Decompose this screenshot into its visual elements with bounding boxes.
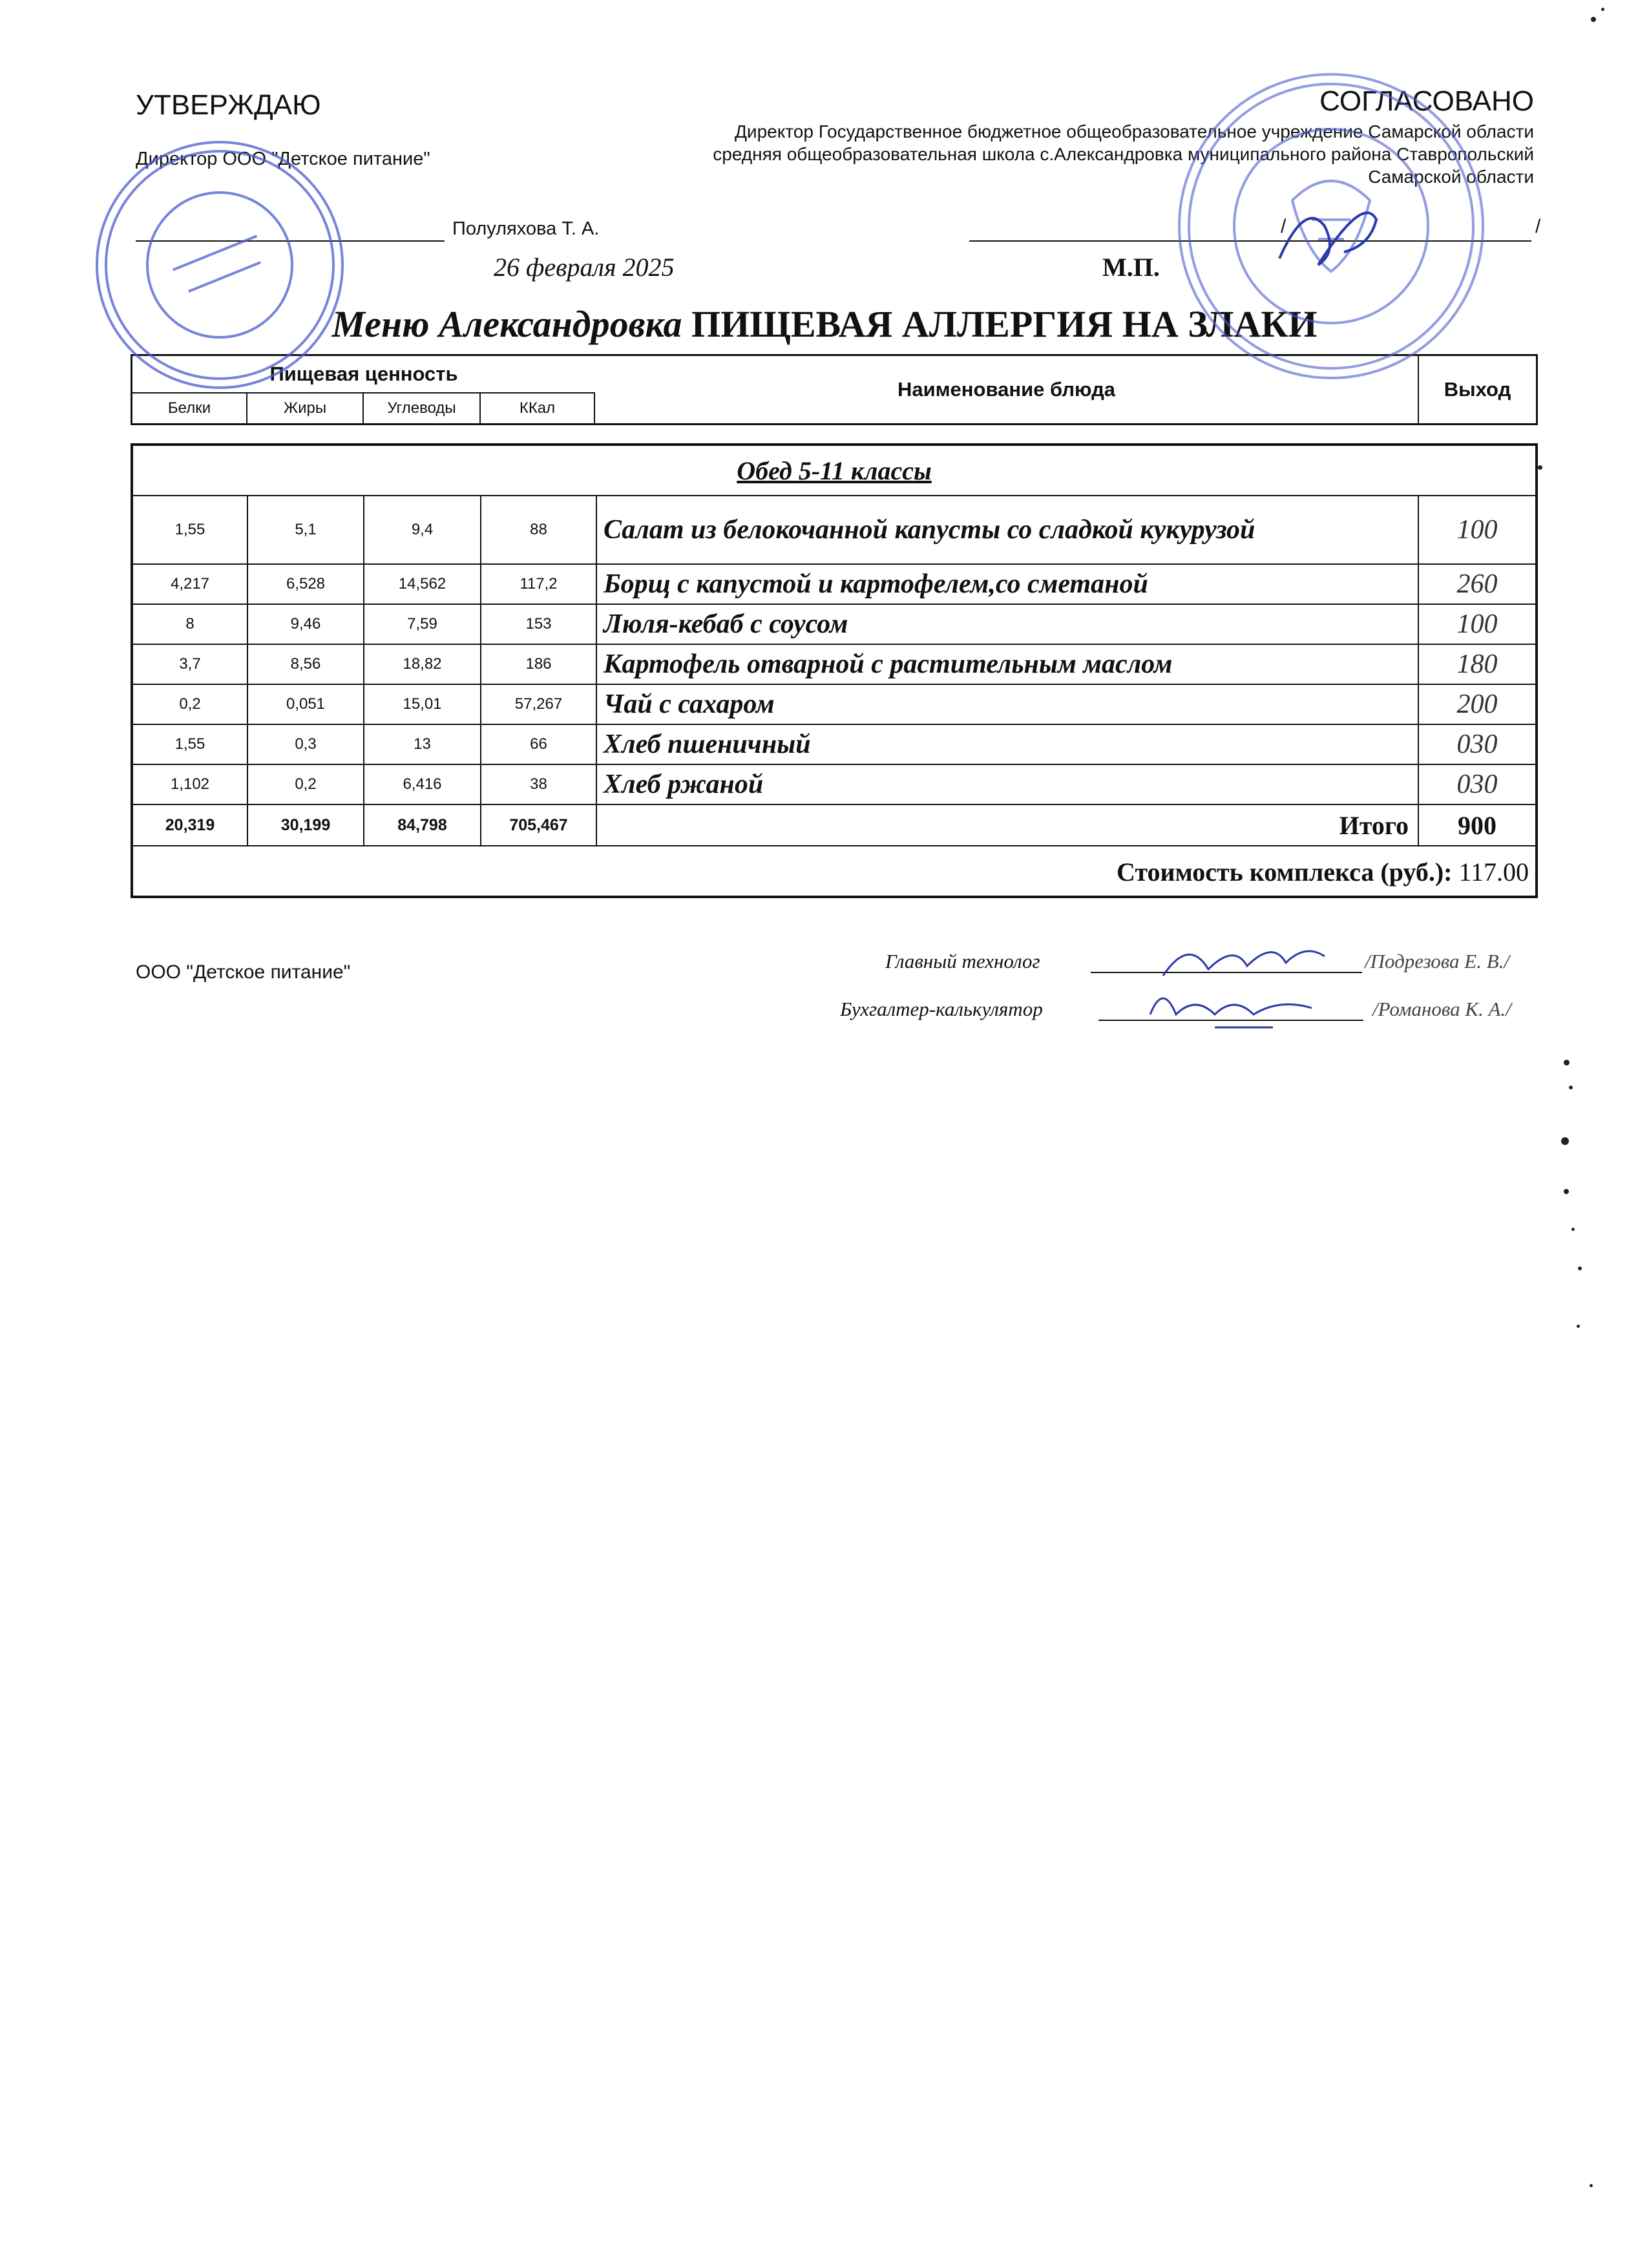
approve-role: Директор ООО "Детское питание" bbox=[136, 149, 430, 169]
protein-cell: 4,217 bbox=[133, 565, 248, 604]
cost-row bbox=[133, 848, 1535, 896]
agree-signature-line bbox=[969, 240, 1531, 242]
carbs-cell: 9,4 bbox=[364, 496, 481, 563]
accountant-signature-line bbox=[1098, 1020, 1363, 1021]
technologist-signature-line bbox=[1091, 972, 1362, 973]
technologist-role: Главный технолог bbox=[885, 950, 1040, 972]
fat-cell: 0,2 bbox=[248, 765, 364, 804]
carbs-cell: 15,01 bbox=[364, 685, 481, 724]
table-row bbox=[133, 605, 1535, 645]
agree-slash-left: / bbox=[1281, 216, 1287, 237]
kcal-cell: 117,2 bbox=[481, 565, 597, 604]
technologist-signature-icon bbox=[1150, 930, 1344, 989]
kcal-cell: 186 bbox=[481, 645, 597, 684]
approve-date: 26 февраля 2025 bbox=[494, 253, 675, 282]
fat-cell: 9,46 bbox=[248, 605, 364, 644]
accountant-signature-icon bbox=[1137, 976, 1331, 1040]
carbs-cell: 7,59 bbox=[364, 605, 481, 644]
menu-table bbox=[131, 443, 1538, 898]
carbs-cell: 6,416 bbox=[364, 765, 481, 804]
menu-title-main: ПИЩЕВАЯ АЛЛЕРГИЯ НА ЗЛАКИ bbox=[691, 303, 1318, 345]
approve-title: УТВЕРЖДАЮ bbox=[136, 89, 321, 121]
stamp-place-label: М.П. bbox=[1102, 253, 1160, 282]
carbs-cell: 14,562 bbox=[364, 565, 481, 604]
dish-name-cell: Хлеб ржаной bbox=[597, 765, 1419, 804]
carbs-header: Углеводы bbox=[364, 394, 481, 423]
output-cell: 100 bbox=[1456, 515, 1498, 545]
table-row bbox=[133, 685, 1535, 725]
table-row bbox=[133, 725, 1535, 765]
carbs-cell: 18,82 bbox=[364, 645, 481, 684]
nutrition-header: Пищевая ценность bbox=[132, 356, 595, 394]
output-cell: 200 bbox=[1456, 689, 1498, 719]
total-carbs-cell: 84,798 bbox=[364, 805, 481, 845]
fat-cell: 0,051 bbox=[248, 685, 364, 724]
protein-cell: 1,55 bbox=[133, 725, 248, 764]
total-kcal-cell: 705,467 bbox=[481, 805, 597, 845]
section-row bbox=[133, 446, 1535, 496]
carbs-cell: 13 bbox=[364, 725, 481, 764]
output-cell: 030 bbox=[1456, 770, 1498, 799]
agree-slash-right: / bbox=[1535, 216, 1541, 237]
cost-label: Стоимость комплекса (руб.): bbox=[1116, 857, 1453, 887]
agree-title: СОГЛАСОВАНО bbox=[1319, 85, 1534, 117]
table-row bbox=[133, 765, 1535, 805]
accountant-role: Бухгалтер-калькулятор bbox=[840, 998, 1043, 1020]
kcal-cell: 38 bbox=[481, 765, 597, 804]
total-row bbox=[133, 805, 1535, 846]
kcal-cell: 57,267 bbox=[481, 685, 597, 724]
protein-cell: 8 bbox=[133, 605, 248, 644]
kcal-cell: 66 bbox=[481, 725, 597, 764]
table-row bbox=[133, 496, 1535, 565]
protein-header: Белки bbox=[132, 394, 247, 423]
protein-cell: 0,2 bbox=[133, 685, 248, 724]
output-header: Выход bbox=[1444, 378, 1511, 401]
total-fat-cell: 30,199 bbox=[248, 805, 364, 845]
dish-name-cell: Салат из белокочанной капусты со сладкой кукурузой bbox=[597, 496, 1419, 563]
technologist-name: /Подрезова Е. В./ bbox=[1365, 950, 1510, 972]
dish-name-cell: Люля-кебаб с соусом bbox=[597, 605, 1419, 644]
accountant-name: /Романова К. А./ bbox=[1372, 998, 1511, 1020]
total-protein-cell: 20,319 bbox=[133, 805, 248, 845]
fat-header: Жиры bbox=[247, 394, 364, 423]
header-table bbox=[131, 354, 1538, 425]
protein-cell: 1,102 bbox=[133, 765, 248, 804]
dish-name-cell: Чай с сахаром bbox=[597, 685, 1419, 724]
menu-title-prefix: Меню Александровка bbox=[331, 303, 682, 345]
fat-cell: 6,528 bbox=[248, 565, 364, 604]
kcal-header: ККал bbox=[481, 394, 595, 423]
dish-name-header: Наименование блюда bbox=[595, 356, 1419, 423]
fat-cell: 0,3 bbox=[248, 725, 364, 764]
section-label: Обед 5-11 классы bbox=[737, 456, 932, 485]
approve-name: Полуляхова Т. А. bbox=[452, 218, 600, 239]
dish-name-cell: Картофель отварной с растительным маслом bbox=[597, 645, 1419, 684]
dish-name-cell: Хлеб пшеничный bbox=[597, 725, 1419, 764]
protein-cell: 1,55 bbox=[133, 496, 248, 563]
fat-cell: 5,1 bbox=[248, 496, 364, 563]
table-row bbox=[133, 565, 1535, 605]
menu-title bbox=[0, 302, 1649, 346]
approve-signature-line bbox=[136, 240, 445, 242]
total-output-cell: 900 bbox=[1458, 810, 1497, 840]
output-cell: 260 bbox=[1456, 569, 1498, 599]
total-label: Итого bbox=[597, 805, 1419, 845]
kcal-cell: 153 bbox=[481, 605, 597, 644]
fat-cell: 8,56 bbox=[248, 645, 364, 684]
agree-role: Директор Государственное бюджетное общеобразовательное учреждение Самарской области средняя общеобразовательная школа с.Александровка муниципального района Ставропольский Самарской области bbox=[713, 121, 1534, 187]
protein-cell: 3,7 bbox=[133, 645, 248, 684]
output-cell: 100 bbox=[1456, 609, 1498, 639]
output-cell: 030 bbox=[1456, 730, 1498, 759]
dish-name-cell: Борщ с капустой и картофелем,со сметаной bbox=[597, 565, 1419, 604]
output-cell: 180 bbox=[1456, 649, 1498, 679]
kcal-cell: 88 bbox=[481, 496, 597, 563]
table-row bbox=[133, 645, 1535, 685]
cost-value: 117.00 bbox=[1458, 857, 1529, 887]
company-name: ООО "Детское питание" bbox=[136, 961, 351, 983]
